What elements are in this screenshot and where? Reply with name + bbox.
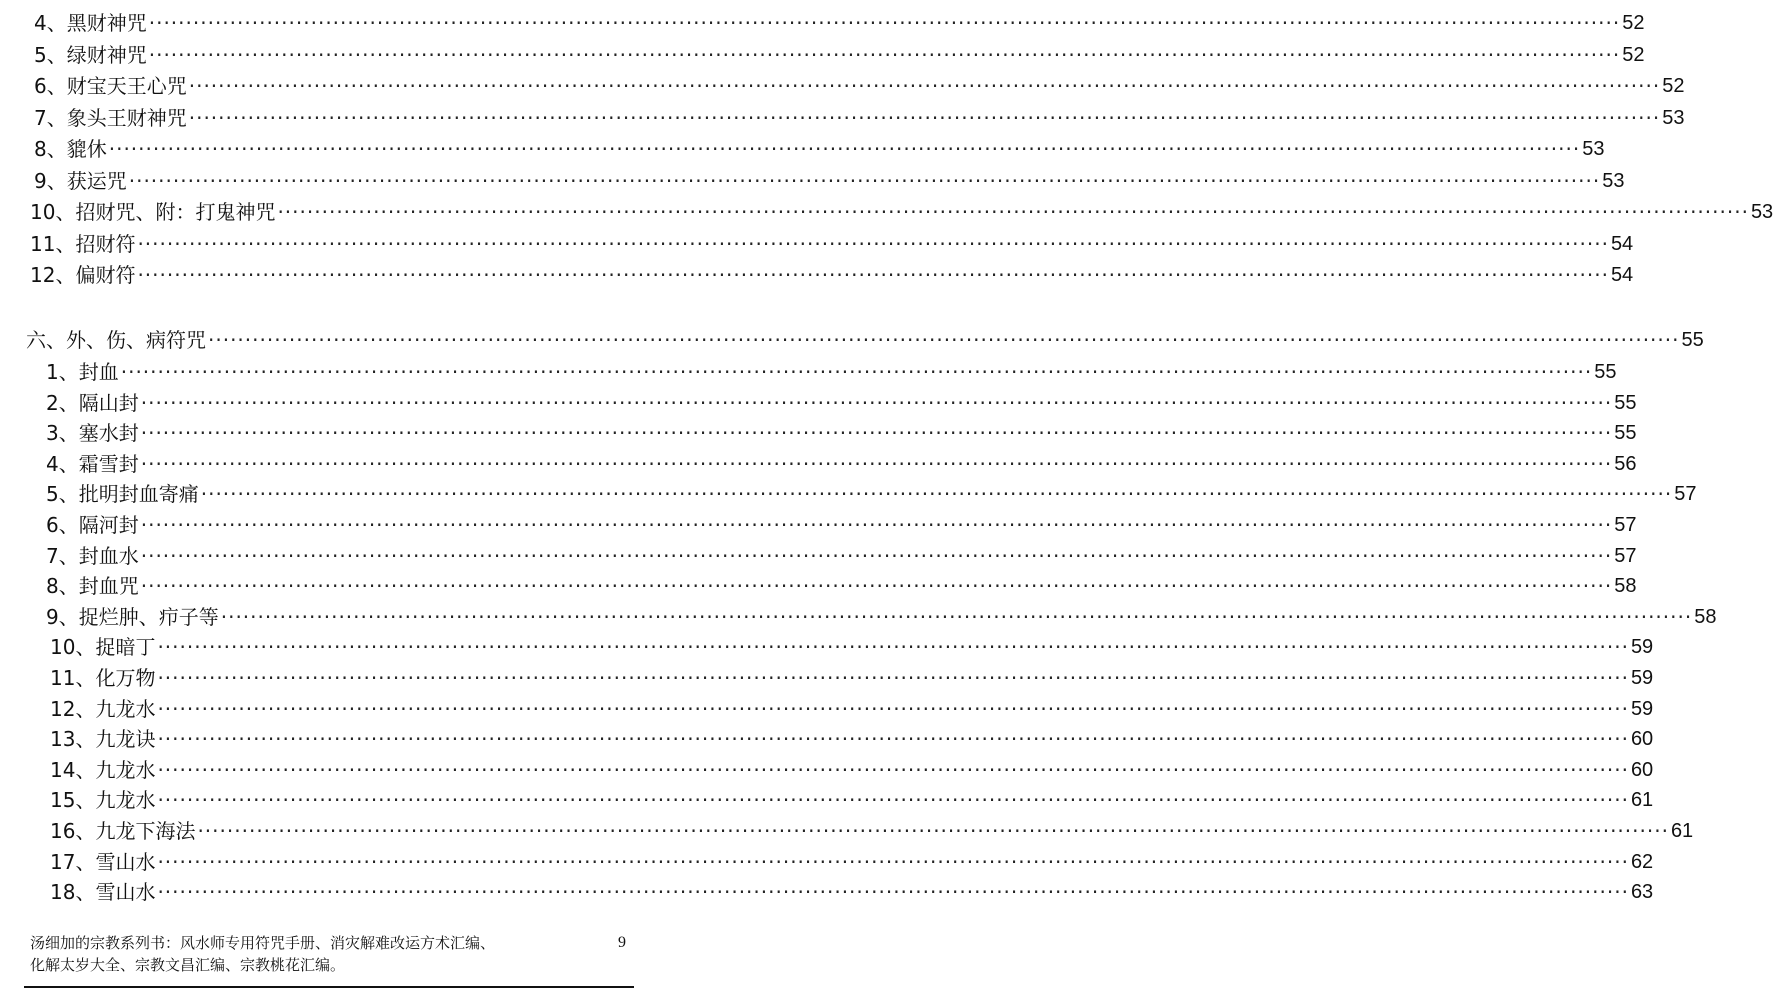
dot-leader: ········································································································································································································ [157,666,1629,690]
toc-entry-page: 55 [1594,361,1617,383]
dot-leader: ········································································································································································································ [157,880,1629,905]
toc-entry-page: 62 [1630,850,1654,873]
toc-entry [46,449,1637,477]
toc-entry [50,847,1654,875]
toc-entry [50,663,1654,691]
footer-series-line-2: 化解太岁大全、宗教文昌汇编、宗教桃花汇编。 [30,956,346,974]
toc-entry-page: 53 [1582,138,1605,160]
toc-entry [46,510,1637,538]
toc-entry-page: 52 [1622,43,1645,66]
toc-entry [30,197,1773,225]
dot-leader: ········································································································································································································ [277,200,1749,224]
toc-entry-title: 9、捉烂肿、疖子等 [46,604,219,629]
toc-entry-title: 17、雪山水 [50,849,156,874]
toc-entry-title: 11、招财符 [30,231,136,256]
dot-leader: ········································································································································································································ [140,421,1613,446]
dot-leader: ········································································································································································································ [140,543,1613,568]
toc-entry-title: 12、偏财符 [30,263,136,287]
toc-entry [46,418,1637,446]
toc-entry-title: 11、化万物 [50,666,156,690]
toc-entry [50,785,1654,813]
dot-leader: ········································································································································································································ [188,74,1661,98]
toc-entry-title: 16、九龙下海法 [50,819,196,843]
toc-entry-title: 7、封血水 [46,543,139,568]
toc-entry-page: 53 [1662,106,1685,129]
toc-entry [50,724,1654,752]
toc-entry [34,103,1685,131]
toc-entry-page: 57 [1674,483,1697,506]
toc-entry-page: 59 [1630,697,1654,720]
toc-entry-title: 2、隔山封 [46,390,139,415]
toc-entry-title: 3、塞水封 [46,421,139,446]
dot-leader: ········································································································································································································ [137,263,1609,287]
toc-entry-page: 61 [1630,789,1654,812]
dot-leader: ········································································································································································································ [157,696,1629,721]
dot-leader: ········································································································································································································ [220,604,1693,629]
toc-entry-page: 60 [1630,728,1654,751]
toc-entry-title: 1、封血 [46,360,119,384]
toc-entry-page: 55 [1681,329,1704,351]
toc-entry-title: 10、招财咒、附：打鬼神咒 [30,200,276,224]
toc-entry [30,260,1634,288]
dot-leader: ········································································································································································································ [140,513,1613,537]
dot-leader: ········································································································································································································ [157,727,1629,752]
toc-entry-title: 六、外、伤、病符咒 [26,328,206,352]
dot-leader: ········································································································································································································ [197,819,1669,843]
toc-entry-title: 4、霜雪封 [46,451,139,476]
toc-entry-page: 61 [1670,820,1694,842]
toc-entry [46,388,1637,416]
toc-entry [30,229,1634,257]
toc-entry [46,602,1717,630]
footer-series-line-1: 汤细加的宗教系列书：风水师专用符咒手册、消灾解难改运方术汇编、 [30,934,496,952]
toc-entry-page: 59 [1630,636,1654,659]
toc-entry-page: 55 [1614,391,1637,414]
toc-entry [50,877,1654,905]
dot-leader: ········································································································································································································ [140,574,1613,599]
dot-leader: ········································································································································································································ [140,451,1613,476]
toc-entry [46,541,1637,569]
toc-entry-page: 57 [1614,544,1637,567]
dot-leader: ········································································································································································································ [157,757,1629,782]
toc-entry-page: 53 [1750,201,1773,223]
dot-leader: ········································································································································································································ [188,105,1661,130]
toc-entry-title: 10、捉暗丁 [50,635,156,660]
page-number: 9 [618,934,626,951]
toc-entry-page: 55 [1614,422,1637,445]
dot-leader: ········································································································································································································ [200,482,1673,507]
toc-entry-title: 8、貔休 [34,137,107,161]
toc-entry-title: 7、象头王财神咒 [34,105,187,130]
toc-entry-page: 58 [1614,575,1637,598]
toc-entry [34,8,1645,36]
dot-leader: ········································································································································································································ [148,42,1621,67]
toc-entry-title: 5、批明封血寄痛 [46,482,199,507]
toc-entry-page: 63 [1630,881,1654,904]
toc-entry-page: 53 [1602,169,1625,192]
toc-entry-title: 6、隔河封 [46,513,139,537]
toc-entry [50,816,1694,844]
toc-entry [46,479,1697,507]
toc-entry-title: 9、获运咒 [34,168,127,193]
dot-leader: ········································································································································································································ [120,360,1593,384]
toc-entry-page: 56 [1614,452,1637,475]
dot-leader: ········································································································································································································ [108,137,1581,161]
toc-entry [34,71,1685,99]
toc-entry-page: 59 [1630,667,1654,689]
toc-entry [46,357,1617,385]
toc-entry-page: 57 [1614,514,1637,536]
dot-leader: ········································································································································································································ [157,635,1629,660]
toc-entry [34,134,1605,162]
toc-entry-title: 5、绿财神咒 [34,42,147,67]
toc-section-heading [26,325,1704,353]
dot-leader: ········································································································································································································ [157,849,1629,874]
toc-entry-title: 8、封血咒 [46,574,139,599]
toc-entry-page: 54 [1610,232,1634,255]
toc-entry [50,694,1654,722]
toc-entry-page: 58 [1694,605,1717,628]
toc-entry-title: 6、财宝天王心咒 [34,74,187,98]
footer-divider [24,986,634,988]
page-footer [30,932,626,976]
toc-entry [46,571,1637,599]
dot-leader: ········································································································································································································ [140,390,1613,415]
dot-leader: ········································································································································································································ [137,231,1609,256]
dot-leader: ········································································································································································································ [157,788,1629,813]
dot-leader: ········································································································································································································ [208,328,1680,352]
toc-entry-page: 52 [1662,75,1685,97]
toc-entry [34,166,1625,194]
toc-entry-page: 60 [1630,758,1654,781]
dot-leader: ········································································································································································································ [148,11,1621,35]
toc-entry [34,40,1645,68]
toc-entry-page: 52 [1622,12,1645,34]
toc-entry-title: 15、九龙水 [50,788,156,813]
toc-entry-title: 13、九龙诀 [50,727,156,752]
toc-entry-title: 12、九龙水 [50,696,156,721]
toc-entry [50,755,1654,783]
toc-entry-page: 54 [1610,264,1634,286]
toc-entry-title: 4、黑财神咒 [34,11,147,35]
toc-entry-title: 14、九龙水 [50,757,156,782]
dot-leader: ········································································································································································································ [128,168,1601,193]
toc-entry-title: 18、雪山水 [50,880,156,905]
toc-entry [50,632,1654,660]
